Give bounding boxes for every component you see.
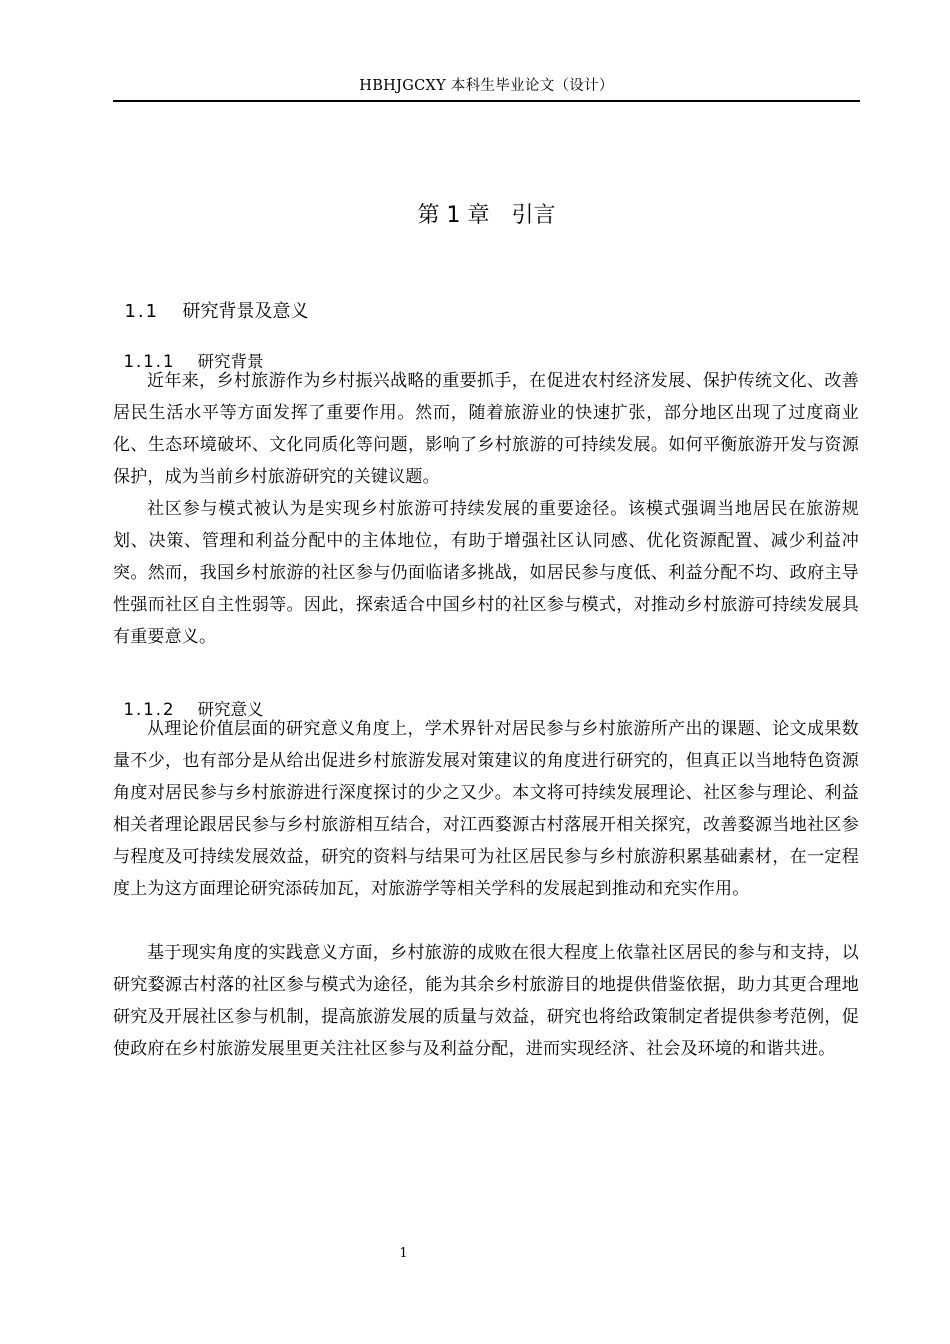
subsection-title: 研究意义 [197,700,264,719]
running-header: HBHJGCXY 本科生毕业论文（设计） [359,78,614,94]
subsection-number: 1.1.2 [123,700,176,719]
section-title: 研究背景及意义 [182,301,309,322]
subsection-title: 研究背景 [197,352,264,371]
header-rule [113,100,860,102]
page-number: 1 [399,1246,408,1261]
paragraph: 基于现实角度的实践意义方面，乡村旅游的成败在很大程度上依靠社区居民的参与和支持，以研究婺源古村落的社区参与模式为途径，能为其余乡村旅游目的地提供借鉴依据，助力其更合理地研究及开展社区参与机制，提高旅游发展的质量与效益，研究也将给政策制定者提供参考范例，促使政府在乡村旅游发展里更关注社区参与及利益分配，进而实现经济、社会及环境的和谐共进。 [113,943,859,1059]
chapter-title: 第 1 章 引言 [417,203,556,228]
section-heading-1-1 [113,273,308,325]
paragraph: 社区参与模式被认为是实现乡村旅游可持续发展的重要途径。该模式强调当地居民在旅游规划、决策、管理和利益分配中的主体地位，有助于增强社区认同感、优化资源配置、减少利益冲突。然而，我国乡村旅游的社区参与仍面临诸多挑战，如居民参与度低、利益分配不均、政府主导性强而社区自主性弱等。因此，探索适合中国乡村的社区参与模式，对推动乡村旅游可持续发展具有重要意义。 [113,499,859,647]
section-number: 1.1 [124,301,160,322]
subsection-number: 1.1.1 [123,352,176,371]
paragraph: 从理论价值层面的研究意义角度上，学术界针对居民参与乡村旅游所产出的课题、论文成果数量不少，也有部分是从给出促进乡村旅游发展对策建议的角度进行研究的，但真正以当地特色资源角度对居民参与乡村旅游进行深度探讨的少之又少。本文将可持续发展理论、社区参与理论、利益相关者理论跟居民参与乡村旅游相互结合，对江西婺源古村落展开相关探究，改善婺源当地社区参与程度及可持续发展效益，研究的资料与结果可为社区居民参与乡村旅游积累基础素材，在一定程度上为这方面理论研究添砖加瓦，对旅游学等相关学科的发展起到推动和充实作用。 [113,719,859,899]
paragraph: 近年来，乡村旅游作为乡村振兴战略的重要抓手，在促进农村经济发展、保护传统文化、改善居民生活水平等方面发挥了重要作用。然而，随着旅游业的快速扩张，部分地区出现了过度商业化、生态环境破坏、文化同质化等问题，影响了乡村旅游的可持续发展。如何平衡旅游开发与资源保护，成为当前乡村旅游研究的关键议题。 [113,371,859,487]
